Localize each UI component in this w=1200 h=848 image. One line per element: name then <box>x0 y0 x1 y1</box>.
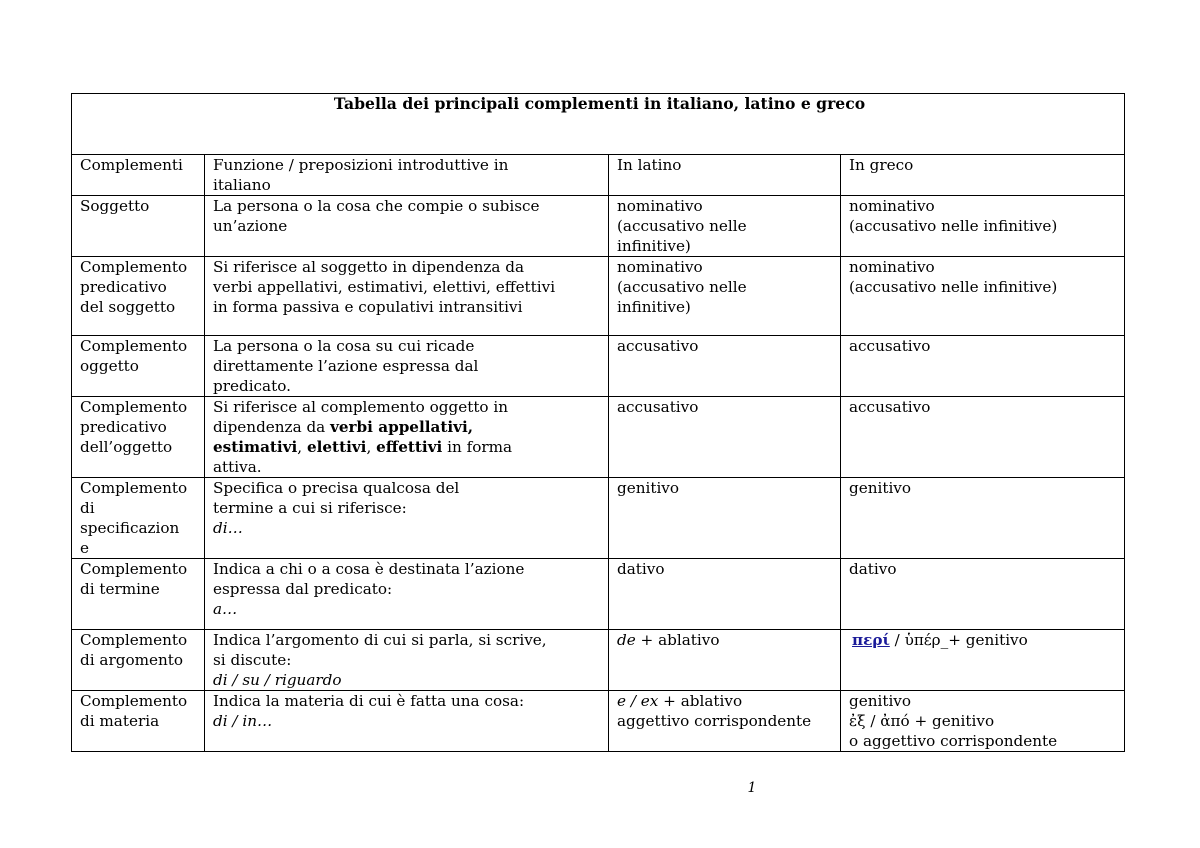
bold-text: elettivi <box>306 438 367 456</box>
preposition-text: di… <box>213 519 243 537</box>
table-row <box>72 478 1125 559</box>
cell-funzione <box>205 336 609 397</box>
latin-preposition: e / ex <box>617 692 659 710</box>
cell-line: di argomento <box>80 651 184 669</box>
cell-greco <box>841 397 1125 478</box>
cell-latino <box>609 478 841 559</box>
cell-latino <box>609 336 841 397</box>
cell-line: (accusativo nelle <box>617 217 747 235</box>
text-run: + ablativo <box>658 692 743 710</box>
cell-greco <box>841 196 1125 257</box>
cell-line: Complemento <box>80 560 188 578</box>
bold-text: effettivi <box>376 438 443 456</box>
text-run: + ablativo <box>635 631 720 649</box>
cell-line: specificazion <box>80 519 180 537</box>
cell-latino <box>609 630 841 691</box>
table-row <box>72 691 1125 752</box>
cell-funzione <box>205 257 609 336</box>
cell-complemento <box>72 257 205 336</box>
header-funzione-line: italiano <box>213 176 271 194</box>
cell-line: del soggetto <box>80 298 176 316</box>
bold-text: estimativi <box>213 438 298 456</box>
cell-greco <box>841 257 1125 336</box>
text-run: in forma <box>442 438 513 456</box>
cell-complemento <box>72 559 205 630</box>
page-number: 1 <box>747 780 757 796</box>
text-run: / ὑπέρ_+ genitivo <box>889 631 1028 649</box>
cell-line: La persona o la cosa che compie o subisce <box>213 197 540 215</box>
cell-line: verbi appellativi, estimativi, elettivi, effettivi <box>213 278 556 296</box>
cell-complemento <box>72 397 205 478</box>
cell-line: nominativo <box>849 258 935 276</box>
cell-latino <box>609 691 841 752</box>
cell-latino <box>609 196 841 257</box>
table-row <box>72 336 1125 397</box>
cell-line: Complemento <box>80 479 188 497</box>
cell-line: accusativo <box>849 398 931 416</box>
cell-line: genitivo <box>617 479 680 497</box>
cell-line: Indica l’argomento di cui si parla, si scrive, <box>213 631 547 649</box>
cell-line: predicativo <box>80 278 167 296</box>
cell-funzione <box>205 397 609 478</box>
table-row <box>72 196 1125 257</box>
cell-line: La persona o la cosa su cui ricade <box>213 337 475 355</box>
cell-complemento <box>72 478 205 559</box>
cell-line: Complemento <box>80 258 188 276</box>
cell-line: espressa dal predicato: <box>213 580 393 598</box>
cell-complemento <box>72 630 205 691</box>
cell-line: Complemento <box>80 631 188 649</box>
preposition-text: di / su / riguardo <box>213 671 342 689</box>
cell-line: oggetto <box>80 357 139 375</box>
cell-line: Si riferisce al soggetto in dipendenza da <box>213 258 525 276</box>
cell-line: predicativo <box>80 418 167 436</box>
text-run: , <box>297 438 307 456</box>
cell-line: Complemento <box>80 692 188 710</box>
latin-preposition: de <box>617 631 636 649</box>
greek-preposition-link[interactable]: περί <box>852 631 890 649</box>
cell-line: ἐξ / ἀπό + genitivo <box>849 712 995 730</box>
cell-line: predicato. <box>213 377 291 395</box>
text-run: dipendenza da <box>213 418 331 436</box>
cell-line <box>213 437 603 457</box>
table-row <box>72 559 1125 630</box>
table-header-row <box>72 155 1125 196</box>
cell-funzione <box>205 478 609 559</box>
cell-line: Specifica o precisa qualcosa del <box>213 479 460 497</box>
table-title-row <box>72 94 1125 155</box>
cell-line: Indica a chi o a cosa è destinata l’azione <box>213 560 525 578</box>
cell-funzione <box>205 196 609 257</box>
cell-line <box>617 691 835 711</box>
complements-table <box>71 93 1125 752</box>
header-greco: In greco <box>841 155 1125 196</box>
cell-line: si discute: <box>213 651 292 669</box>
cell-line: di materia <box>80 712 160 730</box>
cell-funzione <box>205 559 609 630</box>
cell-line: e <box>80 539 89 557</box>
cell-line: un’azione <box>213 217 288 235</box>
cell-line: (accusativo nelle infinitive) <box>849 217 1058 235</box>
cell-line: infinitive) <box>617 237 691 255</box>
bold-text: verbi appellativi, <box>330 418 474 436</box>
cell-line: nominativo <box>617 197 703 215</box>
cell-line: Complemento <box>80 398 188 416</box>
table-row <box>72 630 1125 691</box>
table-title: Tabella dei principali complementi in italiano, latino e greco <box>72 94 1125 155</box>
cell-line: accusativo <box>617 398 699 416</box>
table-row <box>72 397 1125 478</box>
cell-line: accusativo <box>849 337 931 355</box>
cell-line <box>849 630 1119 650</box>
cell-line: Soggetto <box>80 197 150 215</box>
cell-complemento <box>72 336 205 397</box>
cell-line: genitivo <box>849 479 912 497</box>
cell-line: Indica la materia di cui è fatta una cosa: <box>213 692 525 710</box>
cell-latino <box>609 257 841 336</box>
cell-latino <box>609 559 841 630</box>
preposition-text: a… <box>213 600 238 618</box>
cell-line: direttamente l’azione espressa dal <box>213 357 479 375</box>
cell-complemento <box>72 196 205 257</box>
cell-line: aggettivo corrispondente <box>617 712 812 730</box>
cell-greco <box>841 630 1125 691</box>
cell-line: di termine <box>80 580 160 598</box>
cell-line: in forma passiva e copulativi intransitivi <box>213 298 523 316</box>
cell-line: nominativo <box>617 258 703 276</box>
cell-line: di <box>80 499 95 517</box>
cell-line: termine a cui si riferisce: <box>213 499 407 517</box>
cell-funzione <box>205 630 609 691</box>
cell-line: (accusativo nelle infinitive) <box>849 278 1058 296</box>
cell-line: (accusativo nelle <box>617 278 747 296</box>
cell-greco <box>841 478 1125 559</box>
cell-line: genitivo <box>849 692 912 710</box>
table-row <box>72 257 1125 336</box>
cell-line: dativo <box>617 560 665 578</box>
cell-greco <box>841 336 1125 397</box>
cell-complemento <box>72 691 205 752</box>
header-funzione-line: Funzione / preposizioni introduttive in <box>213 156 509 174</box>
cell-line: Complemento <box>80 337 188 355</box>
cell-latino <box>609 397 841 478</box>
cell-line: dativo <box>849 560 897 578</box>
cell-greco <box>841 691 1125 752</box>
cell-line: o aggettivo corrispondente <box>849 732 1058 750</box>
header-complementi: Complementi <box>72 155 205 196</box>
cell-line: infinitive) <box>617 298 691 316</box>
cell-line: accusativo <box>617 337 699 355</box>
cell-line <box>617 630 835 650</box>
cell-greco <box>841 559 1125 630</box>
cell-line: dell’oggetto <box>80 438 173 456</box>
text-run: , <box>366 438 377 456</box>
cell-line: Si riferisce al complemento oggetto in <box>213 398 509 416</box>
cell-funzione <box>205 691 609 752</box>
cell-line: attiva. <box>213 458 262 476</box>
preposition-text: di / in… <box>213 712 273 730</box>
header-latino: In latino <box>609 155 841 196</box>
cell-line: nominativo <box>849 197 935 215</box>
cell-line <box>213 417 603 437</box>
header-funzione <box>205 155 609 196</box>
